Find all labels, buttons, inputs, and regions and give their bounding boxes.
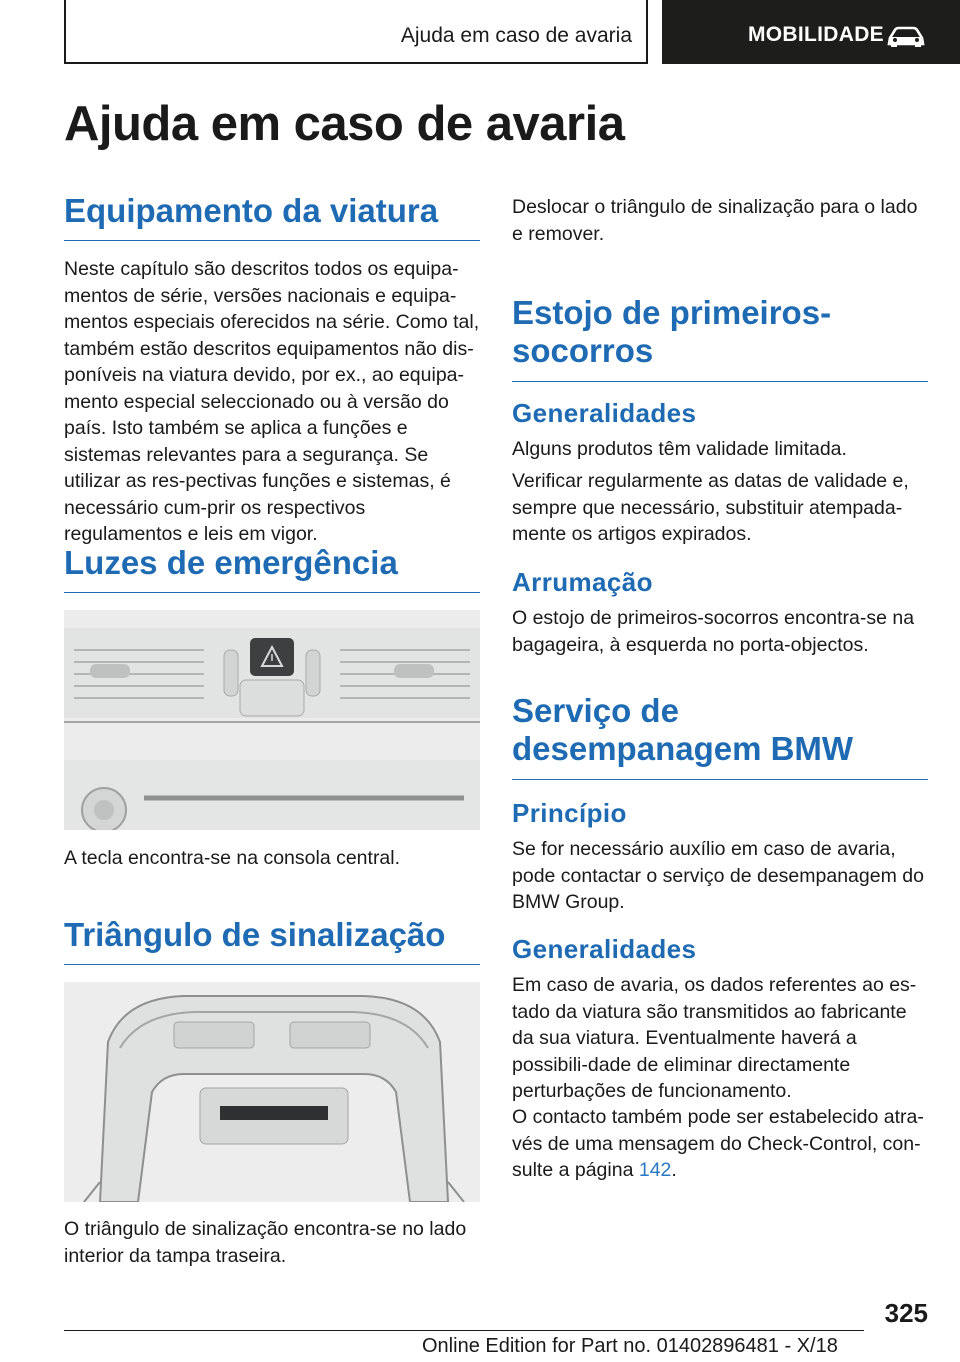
footer-rule [64, 1330, 864, 1331]
page-number: 325 [884, 1298, 928, 1328]
subheading-generalidades-2: Generalidades [512, 934, 697, 964]
paragraph-principio: Se for necessário auxílio em caso de avaria, pode contactar o serviço de desempanagem do BMW Group. [512, 838, 924, 913]
caption-luzes: A tecla encontra-se na consola central. [64, 847, 401, 869]
check-control-end: . [671, 1159, 677, 1181]
heading-luzes-emergencia: Luzes de emergência [64, 544, 480, 593]
paragraph-equipamento: Neste capítulo são descritos todos os equipa‐mentos de série, versões nacionais e equipa‐mentos especiais oferecidos na série. Como tal, também estão descritos equipamentos não dis‐poníveis na viatura devido, por ex., ao equipa‐mento especial seleccionado ou à versão do país. Isto também se aplica a funções e sistemas relevantes para a segurança. Se utilizar as res‐pectivas funções e sistemas, é necessário cum‐prir os respectivos regulamentos e leis em vigor. [64, 258, 480, 545]
heading-equipamento: Equipamento da viatura [64, 192, 480, 241]
subheading-principio: Princípio [512, 798, 627, 828]
subheading-generalidades-1: Generalidades [512, 398, 697, 428]
paragraph-remover-triangulo: Deslocar o triângulo de sinalização para o lado e remover. [512, 196, 918, 245]
console-illustration [64, 610, 480, 830]
page-link-142[interactable]: 142 [638, 1159, 672, 1181]
paragraph-check-control [512, 1104, 928, 1184]
caption-triangulo: O triângulo de sinalização encontra-se no lado interior da tampa traseira. [64, 1218, 467, 1267]
check-control-text: O contacto também pode ser estabelecido atra‐vés de uma mensagem do Check-Control, con‐sulte a página [512, 1106, 924, 1181]
tailgate-illustration [64, 982, 480, 1202]
paragraph-verificar: Verificar regularmente as datas de validade e, sempre que necessário, substituir atempada‐mente os artigos expirados. [512, 470, 909, 545]
tailgate-triangle-photo [64, 982, 480, 1202]
paragraph-dados-avaria: Em caso de avaria, os dados referentes ao es‐tado da viatura são transmitidos ao fabricante da sua viatura. Eventualmente haverá a possibili‐dade de eliminar directamente perturbações de funcionamento. [512, 974, 917, 1102]
car-icon [886, 26, 926, 48]
paragraph-arrumacao: O estojo de primeiros-socorros encontra-se na bagageira, à esquerda no porta-objectos. [512, 607, 915, 656]
header-section-box [64, 0, 648, 64]
heading-estojo: Estojo de primeiros-socorros [512, 294, 928, 382]
header-chapter-label: MOBILIDADE [748, 23, 884, 46]
footer-edition: Online Edition for Part no. 01402896481 - X/18 [422, 1335, 838, 1357]
page-title: Ajuda em caso de avaria [64, 97, 625, 151]
header-chapter-tab [662, 0, 960, 64]
subheading-arrumacao: Arrumação [512, 567, 653, 597]
heading-servico-desempanagem: Serviço de desempanagem BMW [512, 692, 928, 780]
heading-triangulo: Triângulo de sinalização [64, 916, 480, 965]
paragraph-validade: Alguns produtos têm validade limitada. [512, 438, 847, 460]
hazard-switch-photo [64, 610, 480, 830]
header-section-title: Ajuda em caso de avaria [400, 24, 632, 47]
